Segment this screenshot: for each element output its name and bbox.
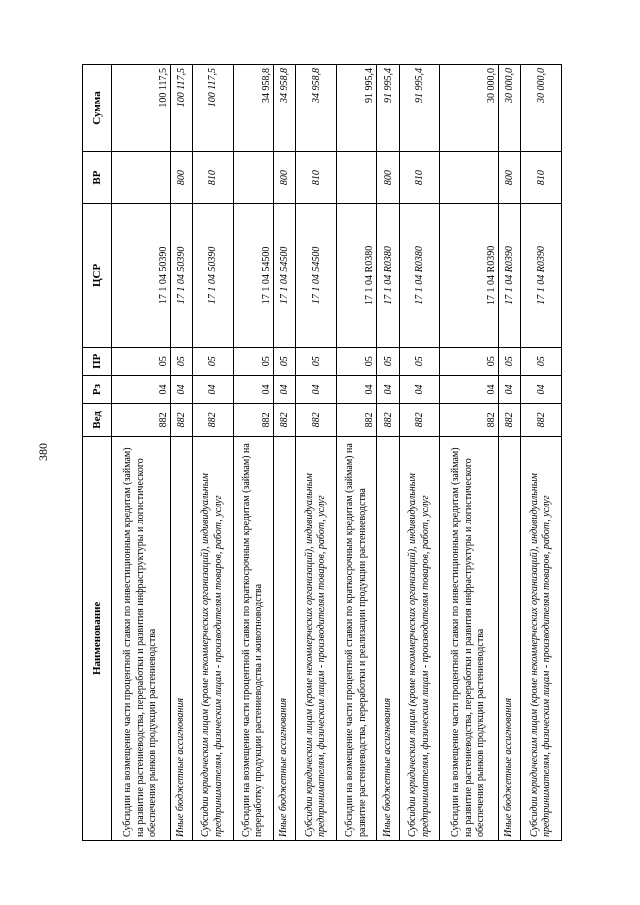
- cell-ved: 882: [440, 404, 499, 437]
- cell-rz: 04: [193, 375, 234, 403]
- cell-vr: 800: [170, 152, 192, 204]
- cell-pr: 05: [170, 347, 192, 375]
- cell-sum: 34 958,8: [296, 65, 337, 152]
- cell-csr: 17 1 04 50390: [112, 204, 171, 347]
- cell-sum: 91 995,4: [336, 65, 377, 152]
- cell-name: Субсидии на возмещение части процентной ставки по краткосрочным кредитам (займам) на развитие растениеводства, переработки и реализации продукции растениеводства: [336, 436, 377, 840]
- header-rz: Рз: [83, 375, 112, 403]
- cell-sum: 91 995,4: [399, 65, 440, 152]
- cell-sum: 100 117,5: [112, 65, 171, 152]
- cell-sum: 91 995,4: [377, 65, 399, 152]
- cell-ved: 882: [193, 404, 234, 437]
- cell-vr: [336, 152, 377, 204]
- cell-sum: 100 117,5: [193, 65, 234, 152]
- cell-pr: 05: [521, 347, 562, 375]
- table-header-row: [83, 65, 112, 841]
- cell-pr: 05: [233, 347, 274, 375]
- cell-rz: 04: [296, 375, 337, 403]
- cell-vr: 800: [377, 152, 399, 204]
- cell-vr: 810: [399, 152, 440, 204]
- cell-name: Субсидии юридическим лицам (кроме некоммерческих организаций), индивидуальным предпринимателям, физическим лицам - производителям товаров, работ, услуг: [521, 436, 562, 840]
- cell-sum: 30 000,0: [498, 65, 520, 152]
- cell-ved: 882: [521, 404, 562, 437]
- cell-vr: [112, 152, 171, 204]
- table-row: [112, 65, 171, 841]
- cell-rz: 04: [521, 375, 562, 403]
- cell-csr: 17 1 04 R0390: [440, 204, 499, 347]
- rotated-table-frame: [82, 64, 562, 841]
- header-vr: ВР: [83, 152, 112, 204]
- cell-csr: 17 1 04 50390: [193, 204, 234, 347]
- header-name: Наименование: [83, 436, 112, 840]
- cell-csr: 17 1 04 50390: [170, 204, 192, 347]
- header-pr: ПР: [83, 347, 112, 375]
- table-row: [498, 65, 520, 841]
- cell-name: Иные бюджетные ассигнования: [498, 436, 520, 840]
- table-row: [440, 65, 499, 841]
- cell-rz: 04: [498, 375, 520, 403]
- table-row: [399, 65, 440, 841]
- cell-name: Субсидии на возмещение части процентной ставки по краткосрочным кредитам (займам) на переработку продукции растениеводства и животноводства: [233, 436, 274, 840]
- cell-csr: 17 1 04 54500: [296, 204, 337, 347]
- cell-ved: 882: [336, 404, 377, 437]
- cell-ved: 882: [399, 404, 440, 437]
- cell-sum: 34 958,8: [233, 65, 274, 152]
- cell-pr: 05: [498, 347, 520, 375]
- cell-ved: 882: [170, 404, 192, 437]
- cell-csr: 17 1 04 54500: [233, 204, 274, 347]
- cell-name: Субсидии на возмещение части процентной ставки по инвестиционным кредитам (займам) на развитие растениеводства, переработки и развития инфраструктуры и логистического обеспечения рынков продукции растениеводства: [440, 436, 499, 840]
- cell-pr: 05: [296, 347, 337, 375]
- table-row: [274, 65, 296, 841]
- cell-ved: 882: [498, 404, 520, 437]
- cell-sum: 34 958,8: [274, 65, 296, 152]
- cell-rz: 04: [336, 375, 377, 403]
- budget-table: [82, 64, 562, 841]
- cell-rz: 04: [377, 375, 399, 403]
- table-row: [296, 65, 337, 841]
- table-row: [193, 65, 234, 841]
- table-row: [336, 65, 377, 841]
- cell-rz: 04: [112, 375, 171, 403]
- cell-ved: 882: [274, 404, 296, 437]
- cell-pr: 05: [377, 347, 399, 375]
- cell-rz: 04: [399, 375, 440, 403]
- cell-vr: 800: [498, 152, 520, 204]
- header-sum: Сумма: [83, 65, 112, 152]
- table-row: [170, 65, 192, 841]
- cell-vr: 800: [274, 152, 296, 204]
- cell-rz: 04: [440, 375, 499, 403]
- cell-csr: 17 1 04 R0380: [399, 204, 440, 347]
- cell-name: Субсидии юридическим лицам (кроме некоммерческих организаций), индивидуальным предпринимателям, физическим лицам - производителям товаров, работ, услуг: [399, 436, 440, 840]
- cell-pr: 05: [274, 347, 296, 375]
- cell-pr: 05: [440, 347, 499, 375]
- cell-ved: 882: [377, 404, 399, 437]
- header-csr: ЦСР: [83, 204, 112, 347]
- cell-rz: 04: [274, 375, 296, 403]
- header-ved: Вед: [83, 404, 112, 437]
- cell-vr: [233, 152, 274, 204]
- cell-name: Субсидии юридическим лицам (кроме некоммерческих организаций), индивидуальным предпринимателям, физическим лицам - производителям товаров, работ, услуг: [296, 436, 337, 840]
- cell-csr: 17 1 04 R0380: [336, 204, 377, 347]
- cell-vr: 810: [521, 152, 562, 204]
- cell-name: Иные бюджетные ассигнования: [170, 436, 192, 840]
- cell-rz: 04: [170, 375, 192, 403]
- cell-name: Субсидии юридическим лицам (кроме некоммерческих организаций), индивидуальным предпринимателям, физическим лицам - производителям товаров, работ, услуг: [193, 436, 234, 840]
- cell-name: Субсидии на возмещение части процентной ставки по инвестиционным кредитам (займам) на развитие растениеводства, переработки и развития инфраструктуры и логистического обеспечения рынков продукции растениеводства: [112, 436, 171, 840]
- cell-name: Иные бюджетные ассигнования: [377, 436, 399, 840]
- cell-pr: 05: [399, 347, 440, 375]
- cell-name: Иные бюджетные ассигнования: [274, 436, 296, 840]
- cell-ved: 882: [233, 404, 274, 437]
- cell-csr: 17 1 04 R0390: [498, 204, 520, 347]
- cell-rz: 04: [233, 375, 274, 403]
- cell-vr: [440, 152, 499, 204]
- cell-vr: 810: [296, 152, 337, 204]
- cell-vr: 810: [193, 152, 234, 204]
- table-row: [377, 65, 399, 841]
- cell-csr: 17 1 04 R0380: [377, 204, 399, 347]
- table-row: [233, 65, 274, 841]
- table-row: [521, 65, 562, 841]
- cell-ved: 882: [112, 404, 171, 437]
- page-number: 380: [36, 443, 50, 461]
- cell-ved: 882: [296, 404, 337, 437]
- cell-sum: 30 000,0: [440, 65, 499, 152]
- cell-pr: 05: [193, 347, 234, 375]
- cell-csr: 17 1 04 R0390: [521, 204, 562, 347]
- cell-pr: 05: [112, 347, 171, 375]
- cell-sum: 100 117,5: [170, 65, 192, 152]
- cell-sum: 30 000,0: [521, 65, 562, 152]
- cell-csr: 17 1 04 54500: [274, 204, 296, 347]
- cell-pr: 05: [336, 347, 377, 375]
